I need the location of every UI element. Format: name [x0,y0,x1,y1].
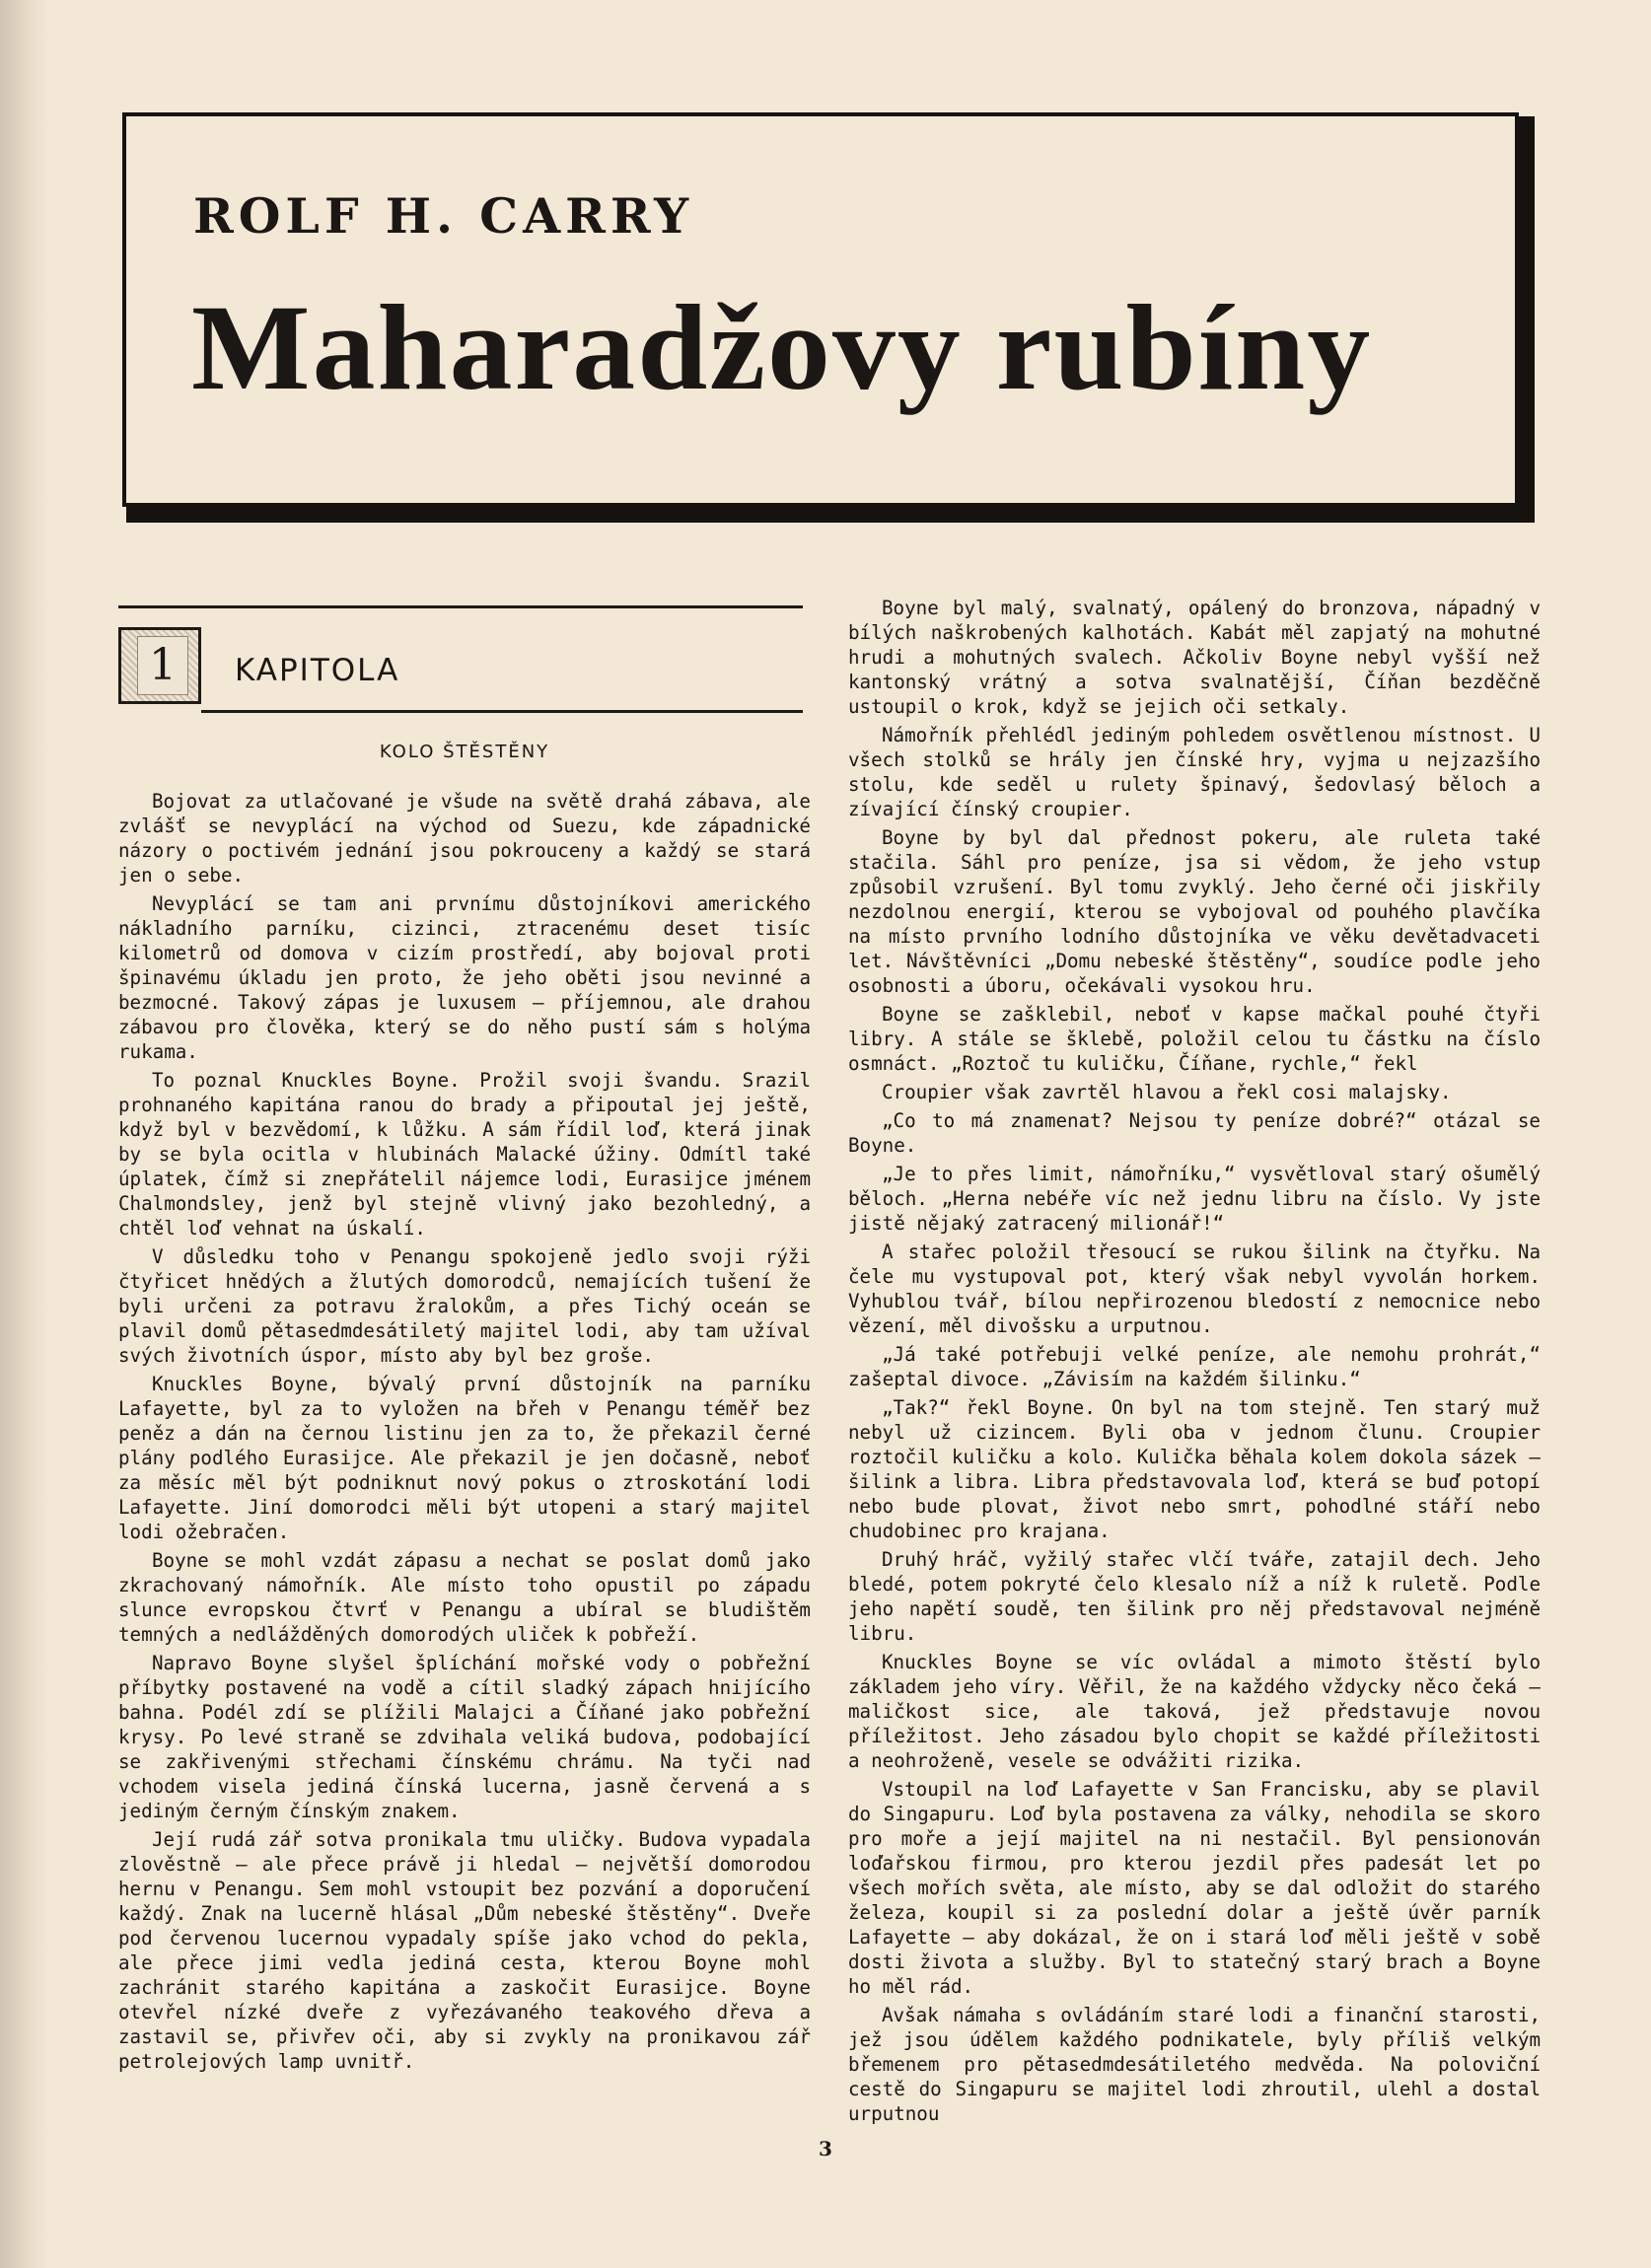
chapter-label: KAPITOLA [235,653,400,688]
paragraph: V důsledku toho v Penangu spokojeně jedlo svoji rýži čtyřicet hnědých a žlutých domorodců, nemajících tušení že byli určeni za potravu žralokům, a přes Tichý oceán se plavil domů pětasedmdesátiletý majitel lodi, aby tam užíval svých životních úspor, místo aby byl bez groše. [118,1245,811,1367]
paragraph: Druhý hráč, vyžilý stařec vlčí tváře, zatajil dech. Jeho bledé, potem pokryté čelo klesalo níž a níž k ruletě. Podle jeho napětí soudě, ten šilink pro něj představoval nejméně libru. [848,1548,1541,1645]
paragraph: Bojovat za utlačované je všude na světě drahá zábava, ale zvlášť se nevyplácí na východ od Suezu, kde západnické názory o poctivém jednání jsou pokrouceny a každý se stará jen o sebe. [118,790,811,886]
right-column [848,596,1541,2130]
paragraph: „Tak?“ řekl Boyne. On byl na tom stejně. Ten starý muž nebyl už cizincem. Byli oba v jednom člunu. Croupier roztočil kuličku a kolo. Kulička běhala kolem dokola sázek — šilink a libra. Libra představovala loď, která se buď potopí nebo bude plovat, život nebo smrt, pohodlné stáří nebo chudobinec pro krajana. [848,1396,1541,1542]
paragraph: To poznal Knuckles Boyne. Prožil svoji švandu. Srazil prohnaného kapitána ranou do brady a připoutal jej ještě, když byl v bezvědomí, k lůžku. A sám řídil loď, která jinak by se byla ocitla v hlubinách Malacké úžiny. Odmítl také úplatek, čímž si znepřátelil nájemce lodi, Eurasijce jménem Chalmondsley, jenž byl stejně vlivný jako bezohledný, a chtěl loď vehnat na úskalí. [118,1069,811,1240]
paragraph: Boyne se zašklebil, neboť v kapse mačkal pouhé čtyři libry. A stále se šklebě, položil celou tu částku na číslo osmnáct. „Roztoč tu kuličku, Číňane, rychle,“ řekl [848,1003,1541,1075]
paragraph: A stařec položil třesoucí se rukou šilink na čtyřku. Na čele mu vystupoval pot, který však nebyl vyvolán horkem. Vyhublou tvář, bílou nepřirozenou bledostí z nemocnice nebo vězení, měl divošsku a urputnou. [848,1240,1541,1337]
binding-shadow [0,0,49,2268]
paragraph: Napravo Boyne slyšel šplíchání mořské vody o pobřežní příbytky postavené na vodě a cítil sladký zápach hnijícího bahna. Podél zdí se plížili Malajci a Číňané jako pobřežní krysy. Po levé straně se zdvihala veliká budova, podobající se zakřivenými střechami čínskému chrámu. Na tyči nad vchodem visela jediná čínská lucerna, jasně červená a s jediným černým čínským znakem. [118,1652,811,1822]
paragraph: Boyne by byl dal přednost pokeru, ale ruleta také stačila. Sáhl pro peníze, jsa si vědom, že jeho vstup způsobil vzrušení. Byl tomu zvyklý. Jeho černé oči jiskřily nezdolnou energií, kterou se vybojoval od pouhého plavčíka na místo prvního lodního důstojníka ve věku devětadvaceti let. Návštěvníci „Domu nebeské štěstěny“, soudíce podle jeho osobnosti a úboru, očekávali vysokou hru. [848,826,1541,997]
paragraph: Boyne se mohl vzdát zápasu a nechat se poslat domů jako zkrachovaný námořník. Ale místo toho opustil po západu slunce evropskou čtvrť v Penangu a ubíral se bludištěm temných a nedlážděných domorodých uliček k pobřeží. [118,1549,811,1646]
paragraph: Vstoupil na loď Lafayette v San Francisku, aby se plavil do Singapuru. Loď byla postavena za války, nehodila se skoro pro moře a její majitel na ni nestačil. Byl pensionován loďařskou firmou, pro kterou jezdil přes padesát let po všech mořích světa, ale místo, aby se dal odložit do starého železa, koupil si za poslední dolar a ještě úvěr parník Lafayette — aby dokázal, že on i stará loď měli ještě v sobě dosti života a služby. Byl to statečný starý brach a Boyne ho měl rád. [848,1778,1541,1998]
section-title: KOLO ŠTĚSTĚNY [379,742,550,762]
paragraph: Její rudá zář sotva pronikala tmu uličky. Budova vypadala zlověstně — ale přece právě ji hledal — největší domorodou hernu v Penangu. Sem mohl vstoupit bez pozvání a doporučení každý. Znak na lucerně hlásal „Dům nebeské štěstěny“. Dveře pod červenou lucernou vypadaly spíše jako vchod do pekla, ale přece jimi vedla jediná cesta, kterou Boyne mohl zachránit starého kapitána a zaskočit Eurasijce. Boyne otevřel nízké dveře z vyřezávaného teakového dřeva a zastavil se, přivřev oči, aby si zvykly na pronikavou zář petrolejových lamp uvnitř. [118,1828,811,2073]
paragraph: „Co to má znamenat? Nejsou ty peníze dobré?“ otázal se Boyne. [848,1109,1541,1157]
paragraph: Boyne byl malý, svalnatý, opálený do bronzova, nápadný v bílých naškrobených kalhotách. Kabát měl zapjatý na mohutné hrudi a mohutných svalech. Ačkoliv Boyne nebyl vyšší než kantonský vrátný a sotva svalnatější, Číňan bezděčně ustoupil o krok, když se jejich oči setkaly. [848,597,1541,718]
paragraph: Croupier však zavrtěl hlavou a řekl cosi malajsky. [882,1081,1452,1103]
chapter-number-box [118,627,201,704]
title-box-shadow [1519,116,1535,515]
paragraph: Nevyplácí se tam ani prvnímu důstojníkovi amerického nákladního parníku, cizinci, ztracenému deset tisíc kilometrů od domova v cizím prostředí, aby bojoval proti špinavému úkladu jen proto, že jeho oběti jsou nevinné a bezmocné. Takový zápas je luxusem — příjemnou, ale drahou zábavou pro člověka, který se do něho pustí sám s holýma rukama. [118,892,811,1063]
page-number: 3 [819,2137,832,2161]
chapter-number: 1 [137,636,188,695]
paragraph: Námořník přehlédl jediným pohledem osvětlenou místnost. U všech stolků se hrály jen čínské hry, vyjma u nejzazšího stolu, kde seděl u rulety špinavý, šedovlasý běloch a zívající čínský croupier. [848,724,1541,820]
title-box-shadow-bottom [126,507,1535,523]
author-name: ROLF H. CARRY [193,187,694,245]
chapter-top-rule [118,605,803,608]
paragraph: „Je to přes limit, námořníku,“ vysvětloval starý ošumělý běloch. „Herna nebéře víc než jednu libru na číslo. Vy jste jistě nějaký zatracený milionář!“ [848,1163,1541,1235]
paragraph: Knuckles Boyne se víc ovládal a mimoto štěstí bylo základem jeho víry. Věřil, že na každého vždycky něco čeká — maličkost sice, ale taková, jež představuje novou příležitost. Jeho zásadou bylo chopit se každé příležitosti a neohroženě, vesele se odvážiti rizika. [848,1651,1541,1772]
book-title: Maharadžovy rubíny [191,280,1373,415]
title-box [122,112,1519,507]
paragraph: „Já také potřebuji velké peníze, ale nemohu prohrát,“ zašeptal divoce. „Závisím na každém šilinku.“ [848,1343,1541,1390]
chapter-bottom-rule [201,710,803,713]
paragraph: Knuckles Boyne, bývalý první důstojník na parníku Lafayette, byl za to vyložen na břeh v Penangu téměř bez peněz a dán na černou listinu jen za to, že překazil černé plány podlého Eurasijce. Ale překazil je jen dočasně, neboť za měsíc měl být podniknut nový pokus o ztroskotání lodi Lafayette. Jiní domorodci měli být utopeni a starý majitel lodi ožebračen. [118,1373,811,1543]
left-column [118,789,811,2078]
paragraph: Avšak námaha s ovládáním staré lodi a finanční starosti, jež jsou údělem každého podnikatele, byly příliš velkým břemenem pro pětasedmdesátiletého medvěda. Na poloviční cestě do Singapuru se majitel lodi zhroutil, ulehl a dostal urputnou [848,2004,1541,2125]
